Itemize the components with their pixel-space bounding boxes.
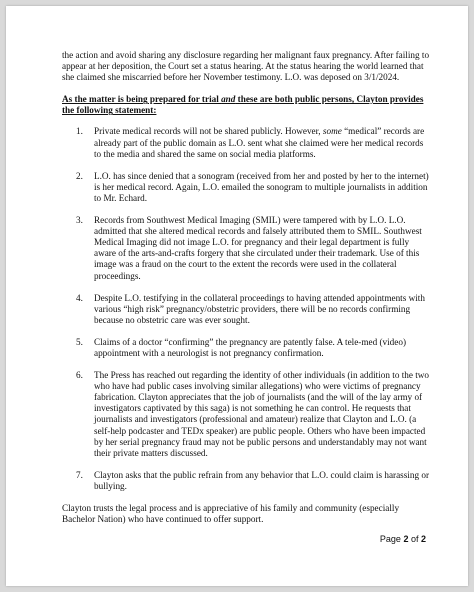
- item-text: Private medical records will not be shared publicly. However,: [94, 126, 323, 137]
- heading-part-1: As the matter is being prepared for trial: [62, 94, 222, 105]
- statement-item-2: [62, 171, 432, 204]
- item-text-continued: “medical” records are already part of the public domain as L.O. sent what she claimed were her medical records to the media and shared the same on social media platforms.: [94, 126, 425, 159]
- document-page: [6, 6, 468, 586]
- item-text: Claims of a doctor “confirming” the pregnancy are patently false. A tele-med (video) appointment with a neurologist is not pregnancy confirmation.: [94, 336, 407, 358]
- document-body: [62, 50, 432, 536]
- heading-part-2: these are both public persons, Clayton provides the following statement:: [62, 94, 424, 116]
- page-word: Page: [379, 534, 404, 544]
- statement-item-1: [62, 126, 432, 159]
- item-text: L.O. has since denied that a sonogram (received from her and posted by her to the internet) is her medical record. Again, L.O. emailed the sonogram to multiple journalists in addition to Mr. Echard.: [94, 170, 429, 203]
- statement-list: [62, 126, 432, 492]
- item-number: 2.: [76, 170, 83, 181]
- page-number-footer: [380, 534, 426, 544]
- heading-emphasis: and: [221, 94, 236, 105]
- item-number: 6.: [76, 370, 83, 381]
- item-number: 1.: [76, 126, 83, 137]
- item-text: Records from Southwest Medical Imaging (SMIL) were tampered with by L.O. L.O. admitted that she altered medical records and falsely attributed them to SMIL. Southwest Medical Imaging did not image L.O. for pregnancy and their legal department is fully aware of the arts-and-crafts forgery that she circulated under their trademark. Use of this image was a fraud on the court to the extent the records were used in the collateral proceedings.: [94, 215, 422, 281]
- total-page-count: 2: [420, 534, 426, 544]
- closing-paragraph: Clayton trusts the legal process and is appreciative of his family and community (especially Bachelor Nation) who have continued to offer support.: [62, 503, 400, 525]
- item-number: 3.: [76, 215, 83, 226]
- statement-item-7: [62, 470, 432, 492]
- intro-paragraph: the action and avoid sharing any disclosure regarding her malignant faux pregnancy. After failing to appear at her deposition, the Court set a status hearing. At the status hearing the world learned that she claimed she miscarried before her November testimony. L.O. was deposed on 3/1/2024.: [62, 50, 430, 83]
- current-page-number: 2: [403, 534, 409, 544]
- item-text: The Press has reached out regarding the identity of other individuals (in addition to the two who have had public cases involving similar allegations) who were victims of pregnancy fabrication. Clayton appreciates that the job of journalists (and the will of the lay army of investigators captivated by this saga) is not something he can control. He requests that journalists and investigators (professional and amateur) realize that Clayton and L.O. (a self-help podcaster and TEDx speaker) are public people. Others who have been impacted by her serial pregnancy fraud may not be public persons and understandably may not want their private matters discussed.: [94, 370, 430, 458]
- item-number: 5.: [76, 336, 83, 347]
- statement-item-3: [62, 215, 432, 282]
- item-number: 4.: [76, 292, 83, 303]
- item-emphasis: some: [322, 126, 342, 137]
- item-text: Despite L.O. testifying in the collateral proceedings to having attended appointments with various “high risk” pregnancy/obstetric providers, there will be no records confirming because no obstetric care was ever sought.: [94, 292, 425, 325]
- of-word: of: [408, 534, 421, 544]
- statement-item-5: [62, 337, 432, 359]
- statement-item-4: [62, 293, 432, 326]
- statement-item-6: [62, 370, 432, 459]
- statement-heading: [62, 94, 432, 116]
- item-text: Clayton asks that the public refrain from any behavior that L.O. could claim is harassing or bullying.: [94, 469, 429, 491]
- item-number: 7.: [76, 469, 83, 480]
